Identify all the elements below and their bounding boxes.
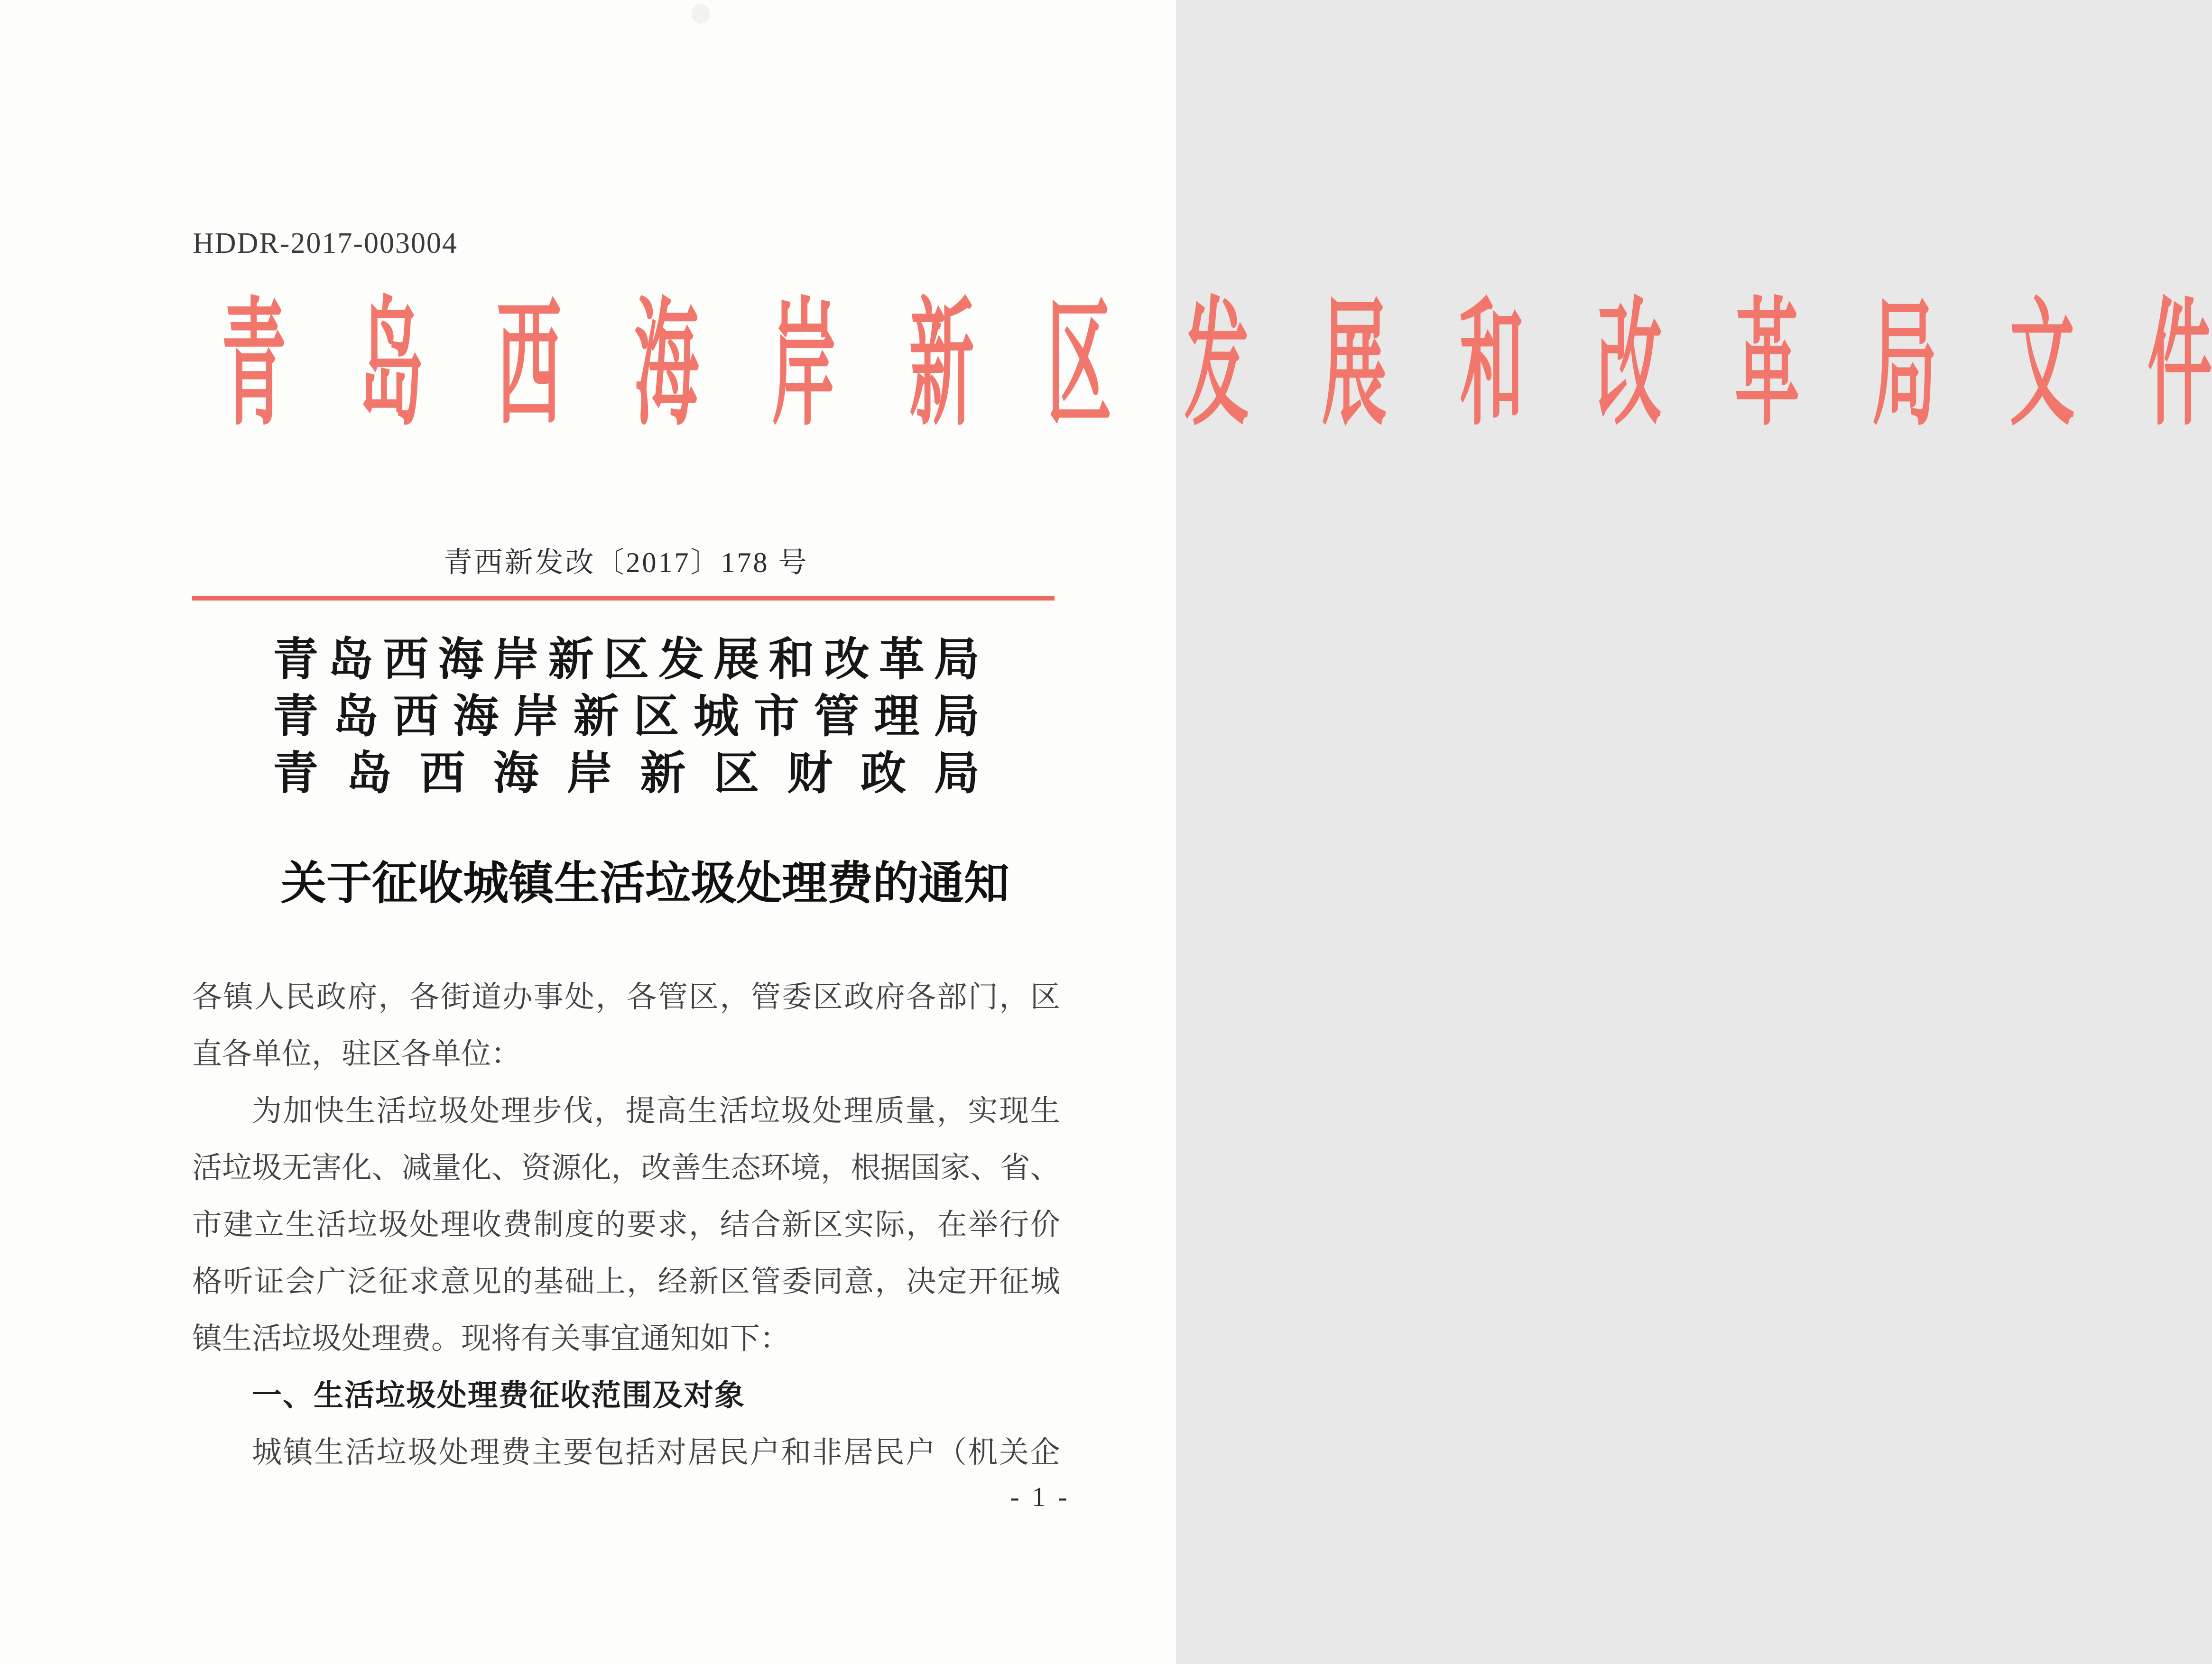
body-char: 区	[813, 1208, 843, 1241]
issuer-line	[273, 627, 980, 684]
issuer-char: 岛	[346, 748, 392, 799]
masthead-char: 新	[909, 289, 974, 442]
body-char: 理	[470, 1436, 500, 1469]
body-char: 办	[502, 980, 533, 1014]
body-char: 决	[906, 1265, 936, 1298]
body-char: 居	[687, 1436, 718, 1469]
body-char: 管	[750, 980, 781, 1014]
body-char: 求	[657, 1208, 688, 1241]
issuer-char: 岛	[328, 634, 374, 685]
body-char: 居	[843, 1436, 873, 1469]
body-char: ，	[595, 980, 626, 1014]
body-char: 处	[438, 1436, 469, 1469]
body-char: 善	[671, 1151, 701, 1184]
issuer-char: 区	[633, 691, 679, 742]
body-char: 为	[252, 1094, 282, 1128]
body-char: ，	[611, 1151, 641, 1184]
body-char: 活	[719, 1094, 749, 1128]
body-char: 害	[312, 1151, 342, 1184]
issuer-char: 西	[383, 634, 429, 685]
body-char: 量	[906, 1094, 936, 1128]
scan-artifact	[692, 4, 710, 24]
body-char: 举	[968, 1208, 998, 1241]
body-char: 化	[461, 1151, 491, 1184]
body-char: 新	[782, 1208, 812, 1241]
body-char: 区	[720, 1265, 750, 1298]
issuer-char: 管	[814, 691, 860, 742]
issuer-char: 发	[658, 634, 704, 685]
body-char: 、	[1030, 1151, 1060, 1184]
issuer-char: 财	[787, 748, 833, 799]
issuer-char: 青	[273, 691, 318, 742]
body-char: 征	[999, 1265, 1029, 1298]
body-char: 活	[192, 1151, 222, 1184]
doc-number: 青西新发改〔2017〕178 号	[444, 547, 809, 578]
body-char: 征	[378, 1265, 408, 1298]
body-char: 区	[689, 980, 719, 1014]
body-line	[192, 1253, 1060, 1310]
body-char: 听	[223, 1265, 253, 1298]
issuer-char: 局	[934, 634, 980, 685]
body-line	[192, 1196, 1060, 1253]
body-char: 立	[254, 1208, 284, 1241]
body-char: 和	[781, 1436, 811, 1469]
body-char: 镇	[223, 980, 253, 1014]
body-char: 省	[1000, 1151, 1030, 1184]
body-char: 减	[401, 1151, 432, 1184]
issuer-char: 新	[640, 748, 686, 799]
body-char: ，	[999, 980, 1029, 1014]
masthead-char: 改	[1597, 289, 1662, 442]
body-char: 镇	[283, 1436, 313, 1469]
body-line	[192, 1424, 1060, 1481]
issuer-char: 革	[879, 634, 925, 685]
issuer-char: 新	[573, 691, 619, 742]
masthead-char: 圾	[691, 858, 736, 909]
body-char: 上	[595, 1265, 626, 1298]
body-char: 快	[314, 1094, 344, 1128]
issuer-char: 理	[874, 691, 920, 742]
body-char: 收	[471, 1208, 501, 1241]
body-char: 要	[563, 1436, 593, 1469]
body-char: ，	[594, 1094, 624, 1128]
body-char: 城	[252, 1436, 282, 1469]
body-char: ，	[627, 1265, 657, 1298]
body-char: 价	[1030, 1208, 1060, 1241]
body-char: 活	[376, 1094, 407, 1128]
masthead-char: 青	[221, 289, 287, 442]
body-char: 生	[345, 1094, 375, 1128]
body-char: 处	[812, 1094, 842, 1128]
body-char: 垃	[376, 1436, 407, 1469]
body-char: 府	[347, 980, 378, 1014]
body-char: 会	[285, 1265, 315, 1298]
masthead-char: 费	[827, 858, 873, 909]
issuer-char: 新	[548, 634, 594, 685]
body-line	[192, 1139, 1060, 1196]
body-char: 对	[657, 1436, 687, 1469]
body-char: 人	[254, 980, 284, 1014]
body-char: 户	[906, 1436, 936, 1469]
masthead-char: 文	[2009, 289, 2075, 442]
body-char: 处	[470, 1094, 500, 1128]
body-char: 主	[532, 1436, 562, 1469]
masthead-char: 镇	[509, 858, 554, 909]
body-char: 民	[285, 980, 315, 1014]
issuer-char: 岸	[513, 691, 559, 742]
masthead-char: 区	[1046, 289, 1112, 442]
body-char: 础	[565, 1265, 595, 1298]
issuer-char: 海	[438, 634, 484, 685]
body-char: 环	[760, 1151, 791, 1184]
body-char: 格	[192, 1265, 222, 1298]
body-char: 提	[625, 1094, 656, 1128]
body-char: 理	[440, 1208, 471, 1241]
issuer-char: 西	[393, 691, 439, 742]
body-char: 包	[594, 1436, 624, 1469]
body-char: 、	[970, 1151, 1000, 1184]
body-char: 非	[812, 1436, 842, 1469]
body-char: 资	[521, 1151, 552, 1184]
body-char: 政	[844, 980, 874, 1014]
body-line: 一、生活垃圾处理费征收范围及对象	[252, 1379, 745, 1412]
issuer-char: 西	[419, 748, 465, 799]
body-char: 城	[1030, 1265, 1060, 1298]
body-char: 垃	[750, 1094, 780, 1128]
body-char: 活	[316, 1208, 346, 1241]
issuer-line	[273, 684, 980, 741]
issuer-char: 区	[603, 634, 649, 685]
body-char: 步	[532, 1094, 562, 1128]
masthead-char: 理	[782, 858, 827, 909]
page-number: - 1 -	[1010, 1481, 1070, 1512]
body-char: 行	[999, 1208, 1029, 1241]
body-char: 企	[1030, 1436, 1060, 1469]
issuer-char: 改	[824, 634, 870, 685]
body-char: 据	[880, 1151, 911, 1184]
body-char: 括	[625, 1436, 656, 1469]
body-char: 圾	[252, 1151, 282, 1184]
masthead-char: 处	[736, 858, 782, 909]
body-char: 部	[937, 980, 967, 1014]
body-char: 区	[813, 980, 843, 1014]
body-char: 新	[689, 1265, 719, 1298]
masthead-char: 活	[600, 858, 645, 909]
body-char: 现	[999, 1094, 1029, 1128]
body-char: 区	[1030, 980, 1060, 1014]
body-line: 镇生活垃圾处理费。现将有关事宜通知如下：	[192, 1322, 790, 1355]
masthead-char: 关	[281, 858, 326, 909]
masthead-char: 展	[1322, 289, 1387, 442]
issuer-char: 局	[934, 691, 980, 742]
body-char: 生	[285, 1208, 315, 1241]
masthead-char: 岛	[359, 289, 424, 442]
masthead-char: 征	[372, 858, 417, 909]
body-char: 各	[627, 980, 657, 1014]
body-char: ，	[820, 1151, 851, 1184]
body-char: 道	[471, 980, 501, 1014]
body-char: 同	[813, 1265, 843, 1298]
body-char: 关	[999, 1436, 1029, 1469]
body-char: 际	[875, 1208, 905, 1241]
body-char: 加	[283, 1094, 313, 1128]
masthead-char: 海	[634, 289, 699, 442]
issuer-char: 青	[273, 748, 318, 799]
body-char: 管	[750, 1265, 781, 1298]
masthead-char: 岸	[771, 289, 837, 442]
masthead-char: 件	[2147, 289, 2212, 442]
body-char: 垃	[407, 1094, 438, 1128]
masthead-char: 通	[918, 858, 964, 909]
body-char: 民	[874, 1436, 905, 1469]
body-char: 事	[533, 980, 564, 1014]
body-char: 户	[750, 1436, 780, 1469]
body-char: 圾	[438, 1094, 469, 1128]
notice-body	[192, 969, 1060, 1481]
body-char: 生	[1030, 1094, 1060, 1128]
body-char: ，	[689, 1208, 719, 1241]
body-char: 活	[345, 1436, 375, 1469]
masthead-char: 收	[417, 858, 463, 909]
body-char: 处	[565, 980, 595, 1014]
body-char: 开	[968, 1265, 998, 1298]
body-char: 结	[720, 1208, 750, 1241]
body-char: 各	[409, 980, 440, 1014]
body-char: 态	[731, 1151, 761, 1184]
issuer-char: 岸	[493, 634, 539, 685]
issuer-char: 局	[934, 748, 980, 799]
body-char: 要	[627, 1208, 657, 1241]
body-char: 建	[223, 1208, 253, 1241]
body-char: ，	[720, 980, 750, 1014]
body-char: 国	[910, 1151, 941, 1184]
body-char: 费	[501, 1436, 531, 1469]
masthead-char: 的	[873, 858, 918, 909]
masthead-char: 城	[463, 858, 509, 909]
body-char: 理	[501, 1094, 531, 1128]
body-char: 民	[719, 1436, 749, 1469]
body-char: 生	[687, 1094, 718, 1128]
body-char: 求	[409, 1265, 440, 1298]
body-char: ，	[906, 1208, 936, 1241]
body-char: 合	[750, 1208, 781, 1241]
agency-masthead	[185, 289, 2212, 442]
body-char: ，	[378, 980, 408, 1014]
body-char: 高	[657, 1094, 687, 1128]
body-char: 实	[844, 1208, 874, 1241]
issuing-agencies	[273, 627, 980, 798]
body-char: 的	[502, 1265, 533, 1298]
body-line	[192, 1082, 1060, 1139]
body-char: 改	[641, 1151, 671, 1184]
body-char: ，	[936, 1094, 967, 1128]
body-char: 圾	[378, 1208, 408, 1241]
masthead-char: 知	[964, 858, 1009, 909]
body-char: 府	[875, 980, 905, 1014]
masthead-char: 西	[496, 289, 562, 442]
body-char: 化	[581, 1151, 611, 1184]
issuer-line	[273, 741, 980, 798]
body-char: 、	[491, 1151, 521, 1184]
body-char: 委	[782, 1265, 812, 1298]
masthead-char: 发	[1184, 289, 1249, 442]
masthead-char: 生	[554, 858, 600, 909]
body-char: 广	[316, 1265, 346, 1298]
body-line	[192, 969, 1060, 1026]
body-char: 委	[782, 980, 812, 1014]
body-char: 管	[657, 980, 688, 1014]
body-char: 机	[968, 1436, 998, 1469]
body-char: 伐	[563, 1094, 593, 1128]
masthead-char: 革	[1734, 289, 1800, 442]
body-char: 生	[701, 1151, 731, 1184]
notice-title	[281, 848, 1009, 911]
masthead-char: 局	[1872, 289, 1937, 442]
document-serial: HDDR-2017-003004	[193, 227, 458, 259]
body-char: 街	[440, 980, 471, 1014]
body-char: 政	[316, 980, 346, 1014]
body-char: 处	[409, 1208, 440, 1241]
issuer-char: 区	[713, 748, 759, 799]
body-char: 家	[940, 1151, 971, 1184]
issuer-char: 岛	[333, 691, 379, 742]
body-char: 量	[431, 1151, 462, 1184]
body-char: 在	[937, 1208, 967, 1241]
body-char: 境	[790, 1151, 821, 1184]
body-char: 制	[533, 1208, 564, 1241]
body-char: 基	[533, 1265, 564, 1298]
body-char: 定	[937, 1265, 967, 1298]
body-char: 圾	[781, 1094, 811, 1128]
body-char: 各	[906, 980, 936, 1014]
body-char: 无	[282, 1151, 312, 1184]
body-char: 的	[595, 1208, 626, 1241]
issuer-char: 展	[713, 634, 759, 685]
issuer-char: 市	[753, 691, 799, 742]
body-char: 见	[471, 1265, 501, 1298]
body-char: 费	[502, 1208, 533, 1241]
body-char: 泛	[347, 1265, 378, 1298]
body-char: 圾	[407, 1436, 438, 1469]
body-char: 源	[551, 1151, 582, 1184]
masthead-char: 和	[1459, 289, 1525, 442]
red-divider-rule	[192, 596, 1055, 601]
issuer-char: 岸	[566, 748, 612, 799]
body-char: 各	[192, 980, 222, 1014]
issuer-char: 城	[694, 691, 740, 742]
body-line: 直各单位，驻区各单位：	[192, 1037, 521, 1071]
body-char: 生	[314, 1436, 344, 1469]
body-char: 意	[440, 1265, 471, 1298]
masthead-char: 于	[326, 858, 372, 909]
body-char: 证	[254, 1265, 284, 1298]
body-char: ，	[875, 1265, 905, 1298]
body-char: 、	[371, 1151, 402, 1184]
issuer-char: 政	[861, 748, 906, 799]
issuer-char: 海	[493, 748, 539, 799]
body-char: 实	[968, 1094, 998, 1128]
body-char: 化	[342, 1151, 372, 1184]
issuer-char: 海	[453, 691, 499, 742]
body-char: 市	[192, 1208, 222, 1241]
issuer-char: 青	[273, 634, 318, 685]
issuer-char: 和	[768, 634, 814, 685]
body-char: 经	[657, 1265, 688, 1298]
masthead-char: 垃	[645, 858, 691, 909]
body-char: 垃	[347, 1208, 378, 1241]
body-char: 质	[874, 1094, 905, 1128]
body-char: 根	[851, 1151, 881, 1184]
body-char: 垃	[222, 1151, 252, 1184]
body-char: 度	[565, 1208, 595, 1241]
body-char: 理	[843, 1094, 873, 1128]
body-char: （	[936, 1436, 967, 1469]
body-char: 意	[844, 1265, 874, 1298]
body-char: 门	[968, 980, 998, 1014]
